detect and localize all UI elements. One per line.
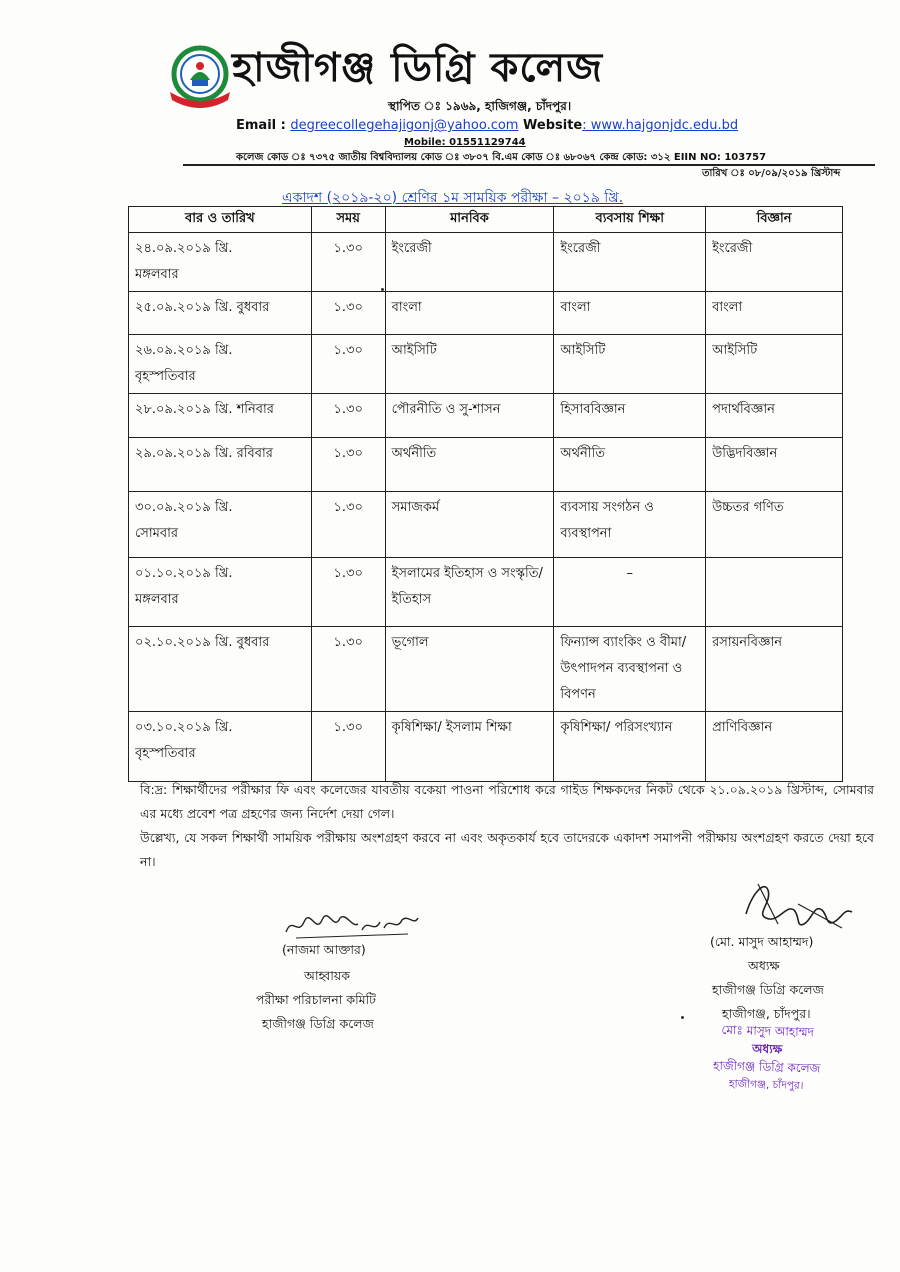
time-cell: ১.৩০ (311, 712, 385, 782)
humanities-cell: কৃষিশিক্ষা/ ইসলাম শিক্ষা (385, 712, 554, 782)
principal-place: হাজীগঞ্জ, চাঁদপুর। (722, 1006, 811, 1021)
humanities-cell: পৌরনীতি ও সু-শাসন (385, 394, 554, 438)
date-cell (129, 492, 312, 558)
convener-name: (নাজমা আক্তার) (282, 942, 366, 957)
website-link[interactable]: : www.hajgonjdc.edu.bd (582, 118, 739, 133)
header-business: ব্যবসায় শিক্ষা (554, 207, 706, 233)
date-cell (129, 627, 312, 712)
mobile-number: Mobile: 01551129744 (404, 137, 526, 148)
day-text: বৃহস্পতিবার (135, 369, 196, 384)
science-cell: উচ্চতর গণিত (706, 492, 843, 558)
college-name: হাজীগঞ্জ ডিগ্রি কলেজ (232, 45, 604, 91)
date-text: ০১.১০.২০১৯ খ্রি. (135, 566, 233, 581)
humanities-cell: আইসিটি (385, 335, 554, 394)
humanities-cell: ইংরেজী (385, 233, 554, 292)
time-cell: ১.৩০ (311, 233, 385, 292)
time-cell: ১.৩০ (311, 394, 385, 438)
time-cell: ১.৩০ (311, 558, 385, 627)
day-text: মঙ্গলবার (135, 267, 179, 282)
date-cell (129, 394, 312, 438)
science-cell: উদ্ভিদবিজ্ঞান (706, 438, 843, 492)
principal-college: হাজীগঞ্জ ডিগ্রি কলেজ (712, 982, 824, 997)
date-text: ০৩.১০.২০১৯ খ্রি. (135, 720, 233, 735)
convener-role: আহ্বায়ক (304, 968, 350, 983)
date-text: ২৫.০৯.২০১৯ খ্রি. বুধবার (135, 300, 270, 315)
convener-college: হাজীগঞ্জ ডিগ্রি কলেজ (262, 1016, 374, 1031)
date-text: ২৬.০৯.২০১৯ খ্রি. (135, 343, 233, 358)
principal-stamp (671, 1020, 863, 1097)
stamp-college: হাজীগঞ্জ ডিগ্রি কলেজ (712, 1058, 821, 1076)
exam-title: একাদশ (২০১৯-২০) শ্রেণির ১ম সাময়িক পরীক্ষা – ২০১৯ খ্রি. (282, 190, 624, 206)
time-cell: ১.৩০ (311, 492, 385, 558)
header-time: সময় (311, 207, 385, 233)
business-cell: আইসিটি (554, 335, 706, 394)
date-text: ০২.১০.২০১৯ খ্রি. বুধবার (135, 635, 270, 650)
stamp-name: মোঃ মাসুদ আহাম্মদ (721, 1022, 815, 1040)
business-cell: – (554, 558, 706, 627)
convener-signature (282, 908, 422, 942)
exam-schedule-table (128, 206, 843, 782)
humanities-cell: ইসলামের ইতিহাস ও সংস্কৃতি/ইতিহাস (385, 558, 554, 627)
date-text: ২৯.০৯.২০১৯ খ্রি. রবিবার (135, 446, 273, 461)
business-cell: কৃষিশিক্ষা/ পরিসংখ্যান (554, 712, 706, 782)
time-cell: ১.৩০ (311, 627, 385, 712)
day-text: মঙ্গলবার (135, 592, 179, 607)
humanities-cell: ভূগোল (385, 627, 554, 712)
header-day-date: বার ও তারিখ (129, 207, 312, 233)
date-cell (129, 438, 312, 492)
note-admit-card: বি:দ্র: শিক্ষার্থীদের পরীক্ষার ফি এবং কলেজের যাবতীয় বকেয়া পাওনা পরিশোধ করে গাইড শিক্ষকদের নিকট থেকে ২১.০৯.২০১৯ খ্রিস্টাব্দ, সোমবার এর মধ্যে প্রবেশ পত্র গ্রহণের জন্য নির্দেশ দেয়া গেল। (140, 782, 874, 821)
business-cell: বাংলা (554, 292, 706, 335)
table-row (129, 492, 843, 558)
table-header-row (129, 207, 843, 233)
principal-name: (মো. মাসুদ আহাম্মদ) (710, 934, 814, 949)
time-cell: ১.৩০ (311, 335, 385, 394)
table-row (129, 394, 843, 438)
science-cell: আইসিটি (706, 335, 843, 394)
table-row (129, 335, 843, 394)
table-row (129, 627, 843, 712)
humanities-cell: অর্থনীতি (385, 438, 554, 492)
email-label: Email : (236, 118, 286, 133)
contact-row (236, 118, 738, 133)
established-line: স্থাপিত ঃ ১৯৬৯, হাজিগঞ্জ, চাঁদপুর। (388, 99, 572, 113)
date-text: ২৪.০৯.২০১৯ খ্রি. (135, 241, 233, 256)
business-cell: ব্যবসায় সংগঠন ও ব্যবস্থাপনা (554, 492, 706, 558)
date-cell (129, 292, 312, 335)
date-cell (129, 233, 312, 292)
science-cell: পদার্থবিজ্ঞান (706, 394, 843, 438)
science-cell (706, 558, 843, 627)
business-cell: ইংরেজী (554, 233, 706, 292)
convener-committee: পরীক্ষা পরিচালনা কমিটি (256, 992, 376, 1007)
date-cell (129, 712, 312, 782)
college-logo (166, 44, 234, 110)
header-science: বিজ্ঞান (706, 207, 843, 233)
date-cell (129, 335, 312, 394)
principal-role: অধ্যক্ষ (748, 958, 780, 973)
science-cell: রসায়নবিজ্ঞান (706, 627, 843, 712)
note-participation: উল্লেখ্য, যে সকল শিক্ষার্থী সাময়িক পরীক্ষায় অংশগ্রহণ করবে না এবং অকৃতকার্য হবে তাদেরকে একাদশ সমাপনী পরীক্ষায় অংশগ্রহণ করতে দেয়া হবে না। (140, 830, 874, 869)
date-cell (129, 558, 312, 627)
website-label: Website (523, 118, 583, 133)
time-cell: ১.৩০ (311, 438, 385, 492)
date-text: ২৮.০৯.২০১৯ খ্রি. শনিবার (135, 402, 274, 417)
humanities-cell: সমাজকর্ম (385, 492, 554, 558)
email-link[interactable]: degreecollegehajigonj@yahoo.com (290, 118, 519, 133)
table-row (129, 292, 843, 335)
ink-dot (681, 1016, 684, 1019)
business-cell: ফিন্যান্স ব্যাংকিং ও বীমা/উৎপাদপন ব্যবস্থাপনা ও বিপণন (554, 627, 706, 712)
business-cell: অর্থনীতি (554, 438, 706, 492)
table-row (129, 712, 843, 782)
table-row (129, 233, 843, 292)
day-text: সোমবার (135, 526, 179, 541)
table-row (129, 558, 843, 627)
table-row (129, 438, 843, 492)
business-cell: হিসাববিজ্ঞান (554, 394, 706, 438)
college-codes: কলেজ কোড ঃ ৭৩৭৫ জাতীয় বিশ্ববিদ্যালয় কোড ঃ ৩৮০৭ বি.এম কোড ঃ ৬৮০৬৭ কেন্দ্র কোড: ৩১২ EIIN NO: 103757 (236, 152, 767, 163)
science-cell: বাংলা (706, 292, 843, 335)
stamp-place: হাজীগঞ্জ, চাঁদপুর। (728, 1078, 804, 1092)
stamp-role: অধ্যক্ষ (751, 1041, 783, 1057)
time-cell: ১.৩০ (311, 292, 385, 335)
science-cell: প্রাণিবিজ্ঞান (706, 712, 843, 782)
day-text: বৃহস্পতিবার (135, 746, 196, 761)
principal-signature (738, 874, 862, 936)
issue-date: তারিখ ঃ ০৮/০৯/২০১৯ খ্রিস্টাব্দ (702, 168, 841, 179)
humanities-cell: বাংলা (385, 292, 554, 335)
header-humanities: মানবিক (385, 207, 554, 233)
science-cell: ইংরেজী (706, 233, 843, 292)
date-text: ৩০.০৯.২০১৯ খ্রি. (135, 500, 233, 515)
ink-dot (381, 288, 384, 291)
